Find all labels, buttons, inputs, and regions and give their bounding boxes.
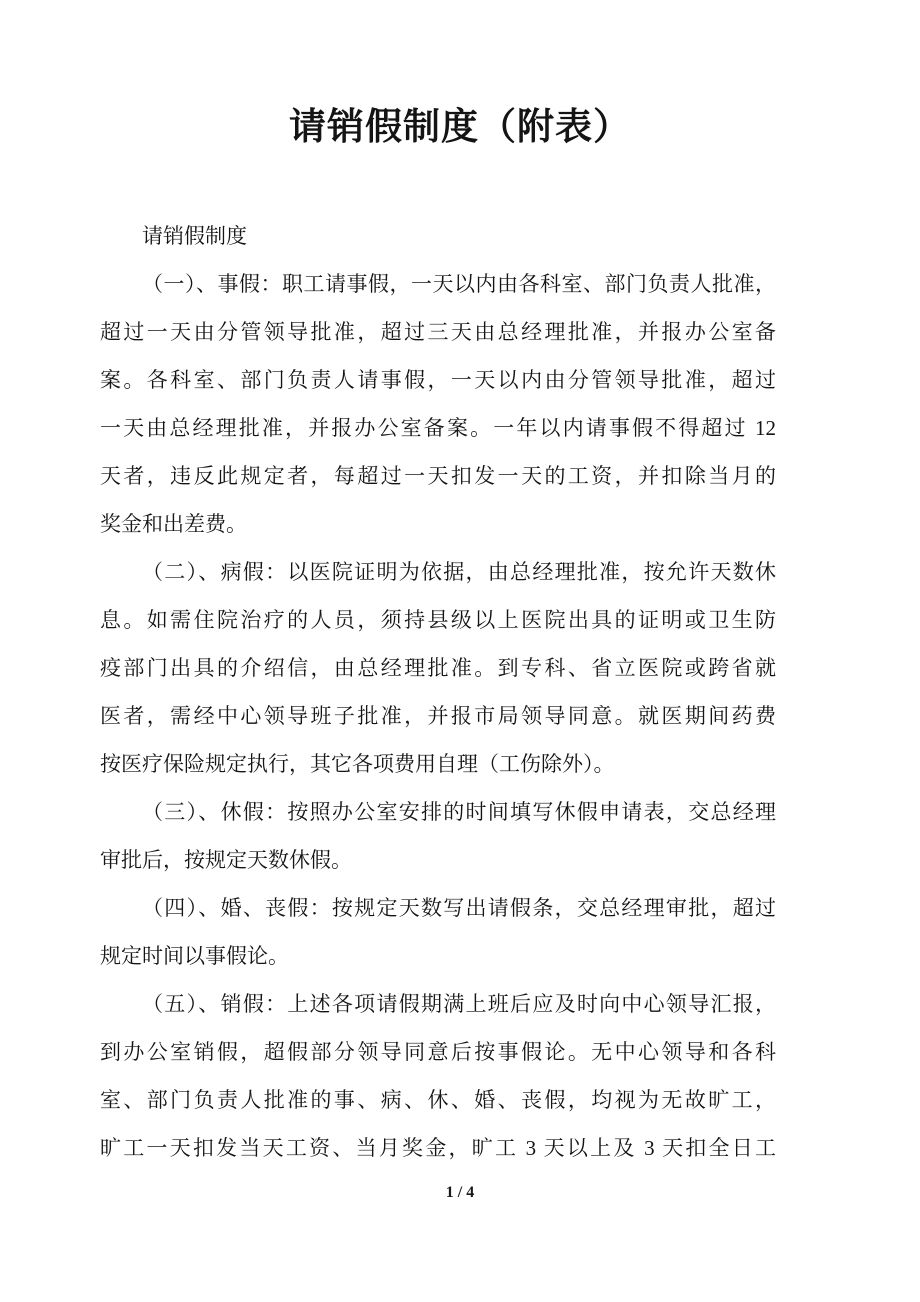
text-line: 旷工一天扣发当天工资、当月奖金，旷工 3 天以上及 3 天扣全日工: [100, 1136, 776, 1160]
text-line: 规定时间以事假论。: [100, 944, 289, 968]
paragraph: [100, 548, 776, 788]
text-line: （三）、休假：按照办公室安排的时间填写休假申请表，交总经理: [142, 800, 776, 824]
page-number: 1 / 4: [445, 1184, 475, 1201]
text-line: 医者，需经中心领导班子批准，并报市局领导同意。就医期间药费: [100, 704, 776, 728]
paragraph: [100, 212, 776, 260]
document-body: [100, 212, 776, 1172]
text-line: （四）、婚、丧假：按规定天数写出请假条，交总经理审批，超过: [142, 896, 776, 920]
text-line: 一天由总经理批准，并报办公室备案。一年以内请事假不得超过 12: [100, 416, 776, 440]
text-line: 息。如需住院治疗的人员，须持县级以上医院出具的证明或卫生防: [100, 608, 776, 632]
document-title: 请销假制度（附表）: [289, 107, 631, 148]
text-line: 疫部门出具的介绍信，由总经理批准。到专科、省立医院或跨省就: [100, 656, 776, 680]
paragraph: [100, 788, 776, 884]
paragraph: [100, 980, 776, 1172]
text-line: 超过一天由分管领导批准，超过三天由总经理批准，并报办公室备: [100, 320, 776, 344]
text-line: 到办公室销假，超假部分领导同意后按事假论。无中心领导和各科: [100, 1040, 776, 1064]
text-line: 请销假制度: [142, 224, 247, 248]
text-line: 案。各科室、部门负责人请事假，一天以内由分管领导批准，超过: [100, 368, 776, 392]
paragraph: [100, 884, 776, 980]
text-line: 奖金和出差费。: [100, 512, 247, 536]
text-line: （五）、销假：上述各项请假期满上班后应及时向中心领导汇报，: [142, 992, 776, 1016]
text-line: 审批后，按规定天数休假。: [100, 848, 352, 872]
text-line: 按医疗保险规定执行，其它各项费用自理（工伤除外）。: [100, 752, 615, 776]
paragraph: [100, 260, 776, 548]
text-line: （一）、事假：职工请事假，一天以内由各科室、部门负责人批准，: [142, 272, 776, 296]
text-line: 天者，违反此规定者，每超过一天扣发一天的工资，并扣除当月的: [100, 464, 776, 488]
text-line: 室、部门负责人批准的事、病、休、婚、丧假，均视为无故旷工，: [100, 1088, 776, 1112]
text-line: （二）、病假：以医院证明为依据，由总经理批准，按允许天数休: [142, 560, 776, 584]
